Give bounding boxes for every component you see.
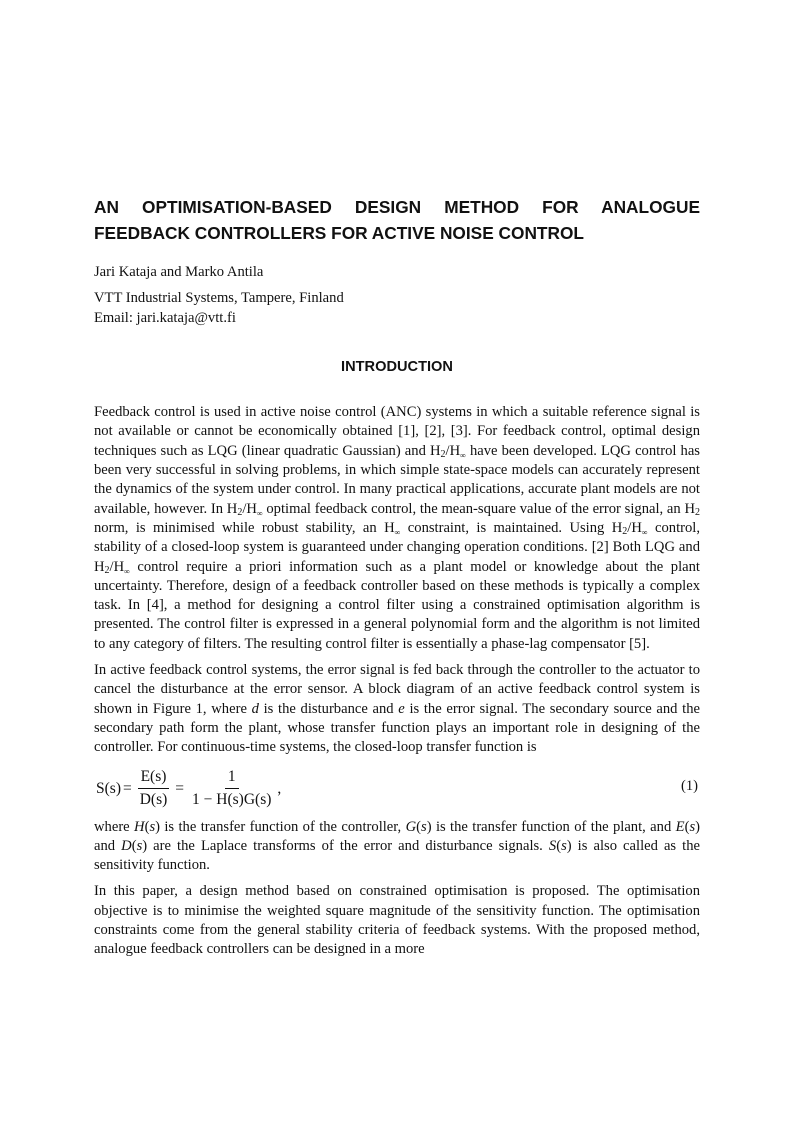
- fraction-error-over-disturbance: $\frac{E(s)}{D(s)}$: [137, 767, 171, 810]
- affiliation-block: [94, 289, 700, 328]
- affiliation: VTT Industrial Systems, Tampere, Finland: [94, 290, 344, 307]
- paragraph-3: where H(s) is the transfer function of the controller, G(s) is the transfer function of the plant, and E(s) and D(s) are the Laplace transforms of the error and disturbance signals. S(s) is also called as the sensitivity function.: [94, 818, 701, 874]
- section-heading: INTRODUCTION: [341, 358, 453, 375]
- paragraph-4: In this paper, a design method based on constrained optimisation is proposed. The optimisation objective is to minimise the weighted square magnitude of the sensitivity function. The optimisation constraints come from the general stability criteria of feedback systems. With the proposed method, analogue feedback controllers can be designed in a more: [94, 883, 700, 958]
- email: Email: jari.kataja@vtt.fi: [94, 309, 236, 326]
- equation-lhs: S(s): [96, 779, 121, 797]
- paper-title: [94, 194, 700, 246]
- paper-page: [94, 194, 700, 967]
- title-line-2: FEEDBACK CONTROLLERS FOR ACTIVE NOISE CONTROL: [94, 223, 584, 243]
- authors: Jari Kataja and Marko Antila: [94, 264, 264, 280]
- paragraph-1: Feedback control is used in active noise control (ANC) systems in which a suitable reference signal is not available or cannot be economically obtained [1], [2], [3]. For feedback control, optimal design techniques such as LQG (linear quadratic Gaussian) and $H_2/H_\infty$ have been developed. LQG control has been very successful in solving problems, in which simple state-space models can accurately represent the dynamics of the system under control. In many practical applications, accurate plant models are not available, however. In $H_2/H_\infty$ optimal feedback control, the mean-square value of the error signal, an $H_2$ norm, is minimised while robust stability, an $H_\infty$ constraint, is maintained. Using $H_2/H_\infty$ control, stability of a closed-loop system is guaranteed under changing operation conditions. [2] Both LQG and $H_2/H_\infty$ control require a priori information such as a plant model or knowledge about the plant uncertainty. Therefore, design of a feedback controller based on these methods is typically a complex task. In [4], a method for designing a control filter using a constrained optimisation algorithm is presented. The control filter is expressed in a general polynomial form and the algorithm is not limited to any category of filters. The resulting control filter is essentially a phase-lag compensator [5].: [94, 404, 700, 652]
- title-line-1: AN OPTIMISATION-BASED DESIGN METHOD FOR ANALOGUE: [94, 197, 700, 217]
- equation-1: [94, 765, 700, 811]
- equation-number: (1): [680, 777, 698, 794]
- equation-body: S(s) = $\frac{E(s)}{D(s)}$ = $\frac{1}{1 - H(s)G(s)}$ ,: [96, 768, 282, 809]
- paragraph-2: In active feedback control systems, the error signal is fed back through the controller to the actuator to cancel the disturbance at the error sensor. A block diagram of an active feedback control system is shown in Figure 1, where d is the disturbance and e is the error signal. The secondary source and the secondary path form the plant, whose transfer function plays an important role in designing of the controller. For continuous-time systems, the closed-loop transfer function is: [94, 662, 700, 756]
- fraction-sensitivity: $\frac{1}{1 - H(s)G(s)}$: [192, 768, 272, 809]
